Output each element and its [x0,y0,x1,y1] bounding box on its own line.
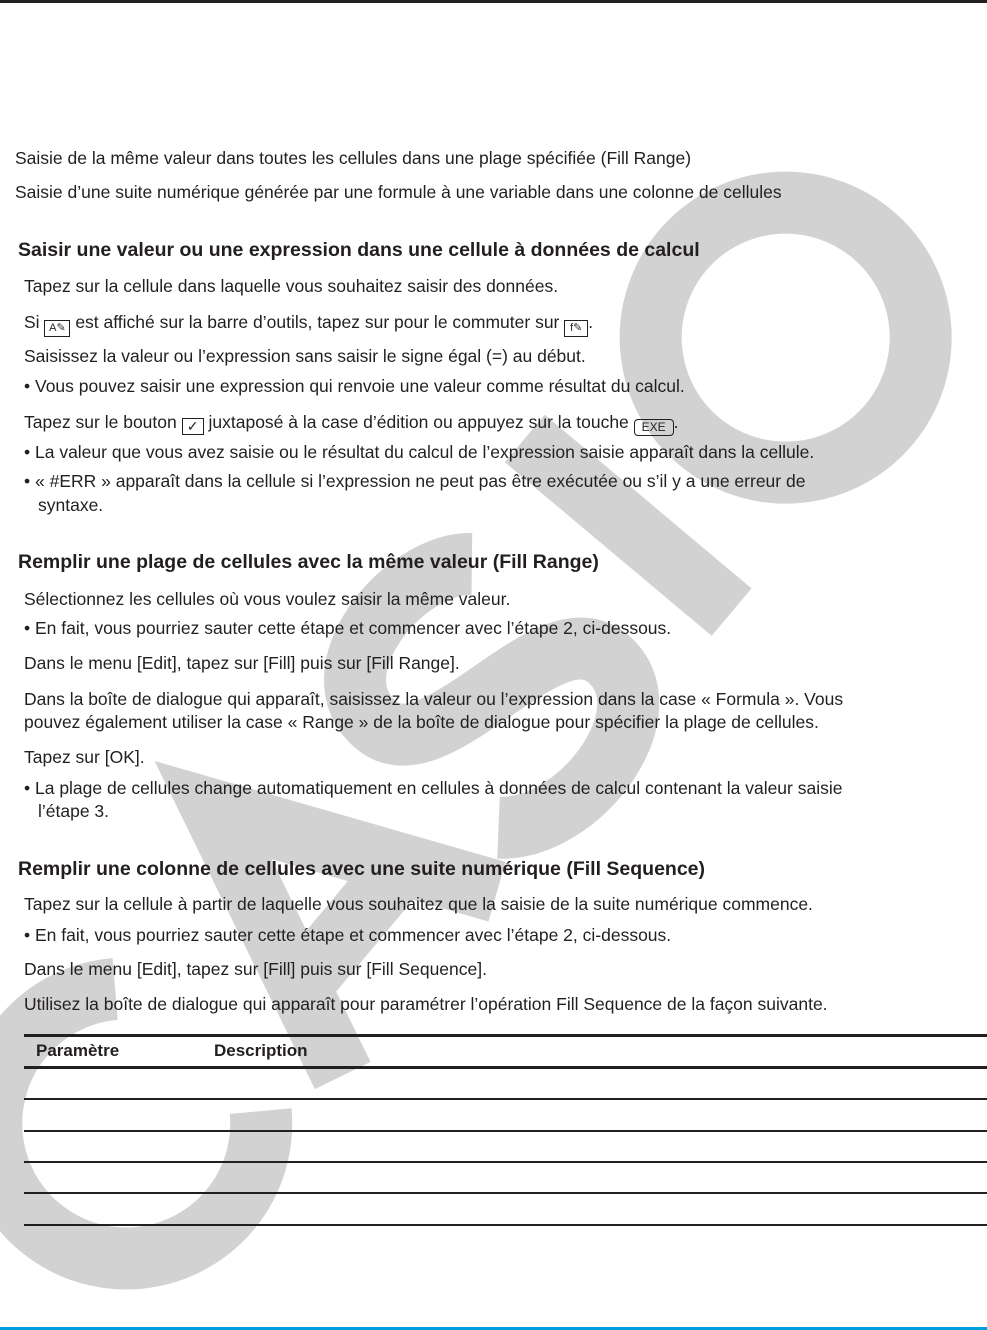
checkmark-icon: ✓ [182,418,204,435]
bullet-text: • La valeur que vous avez saisie ou le résultat du calcul de l’expression saisie apparaît dans la cellule. [24,442,815,462]
table-row [24,1192,987,1194]
formula-mode-icon: f✎ [564,320,588,337]
intro-line: Saisie de la même valeur dans toutes les cellules dans une plage spécifiée (Fill Range) [15,148,692,168]
step-text: Dans le menu [Edit], tapez sur [Fill] puis sur [Fill Range]. [24,653,460,673]
section-heading: Saisir une valeur ou une expression dans une cellule à données de calcul [18,239,700,261]
top-rule [0,0,987,3]
step-text: Tapez sur [OK]. [24,747,145,767]
intro-line: Saisie d’une suite numérique générée par une formule à une variable dans une colonne de cellules [15,182,782,202]
table-row [24,1224,987,1226]
watermark-letter-i [525,439,732,613]
table-row [24,1130,987,1132]
text: Si [24,312,40,332]
bullet-text: l’étape 3. [38,801,110,821]
text: est affiché sur la barre d’outils, tapez sur pour le commuter sur [75,312,560,332]
bullet-text: syntaxe. [38,495,104,515]
table-row [24,1161,987,1163]
bullet-text: • « #ERR » apparaît dans la cellule si l’expression ne peut pas être exécutée ou s’il y a une erreur de [24,471,806,491]
exe-key-icon: EXE [634,419,674,436]
step-text: Utilisez la boîte de dialogue qui apparaît pour paramétrer l’opération Fill Sequence de la façon suivante. [24,994,828,1014]
bullet-text: • Vous pouvez saisir une expression qui renvoie une valeur comme résultat du calcul. [24,376,685,396]
step-text: Tapez sur le bouton ✓ juxtaposé à la case d’édition ou appuyez sur la touche EXE . [24,412,679,434]
table-top-rule [24,1034,987,1037]
text: Tapez sur le bouton [24,412,177,432]
table-header-rule [24,1066,987,1069]
bullet-text: • En fait, vous pourriez sauter cette étape et commencer avec l’étape 2, ci-dessous. [24,925,672,945]
step-text: Si A✎ est affiché sur la barre d’outils, tapez sur pour le commuter sur f✎ . [24,311,593,337]
text-mode-icon: A✎ [44,320,70,337]
step-text: Saisissez la valeur ou l’expression sans saisir le signe égal (=) au début. [24,346,586,366]
step-text: pouvez également utiliser la case « Range » de la boîte de dialogue pour spécifier la plage de cellules. [24,712,819,732]
section-heading: Remplir une plage de cellules avec la même valeur (Fill Range) [18,551,599,573]
table-row [24,1098,987,1100]
step-text: Dans la boîte de dialogue qui apparaît, saisissez la valeur ou l’expression dans la case « Formula ». Vous [24,689,844,709]
watermark-letter-c [0,963,291,1313]
step-text: Dans le menu [Edit], tapez sur [Fill] puis sur [Fill Sequence]. [24,959,487,979]
text: juxtaposé à la case d’édition ou appuyez sur la touche [208,412,629,432]
step-text: Tapez sur la cellule dans laquelle vous souhaitez saisir des données. [24,276,559,296]
bullet-text: • La plage de cellules change automatiquement en cellules à données de calcul contenant la valeur saisie [24,778,843,798]
step-text: Sélectionnez les cellules où vous voulez saisir la même valeur. [24,589,511,609]
bullet-text: • En fait, vous pourriez sauter cette étape et commencer avec l’étape 2, ci-dessous. [24,618,672,638]
step-text: Tapez sur la cellule à partir de laquelle vous souhaitez que la saisie de la suite numérique commence. [24,894,813,914]
column-header-parametre: Paramètre [36,1041,120,1060]
section-heading: Remplir une colonne de cellules avec une suite numérique (Fill Sequence) [18,858,706,880]
column-header-description: Description [214,1041,308,1060]
